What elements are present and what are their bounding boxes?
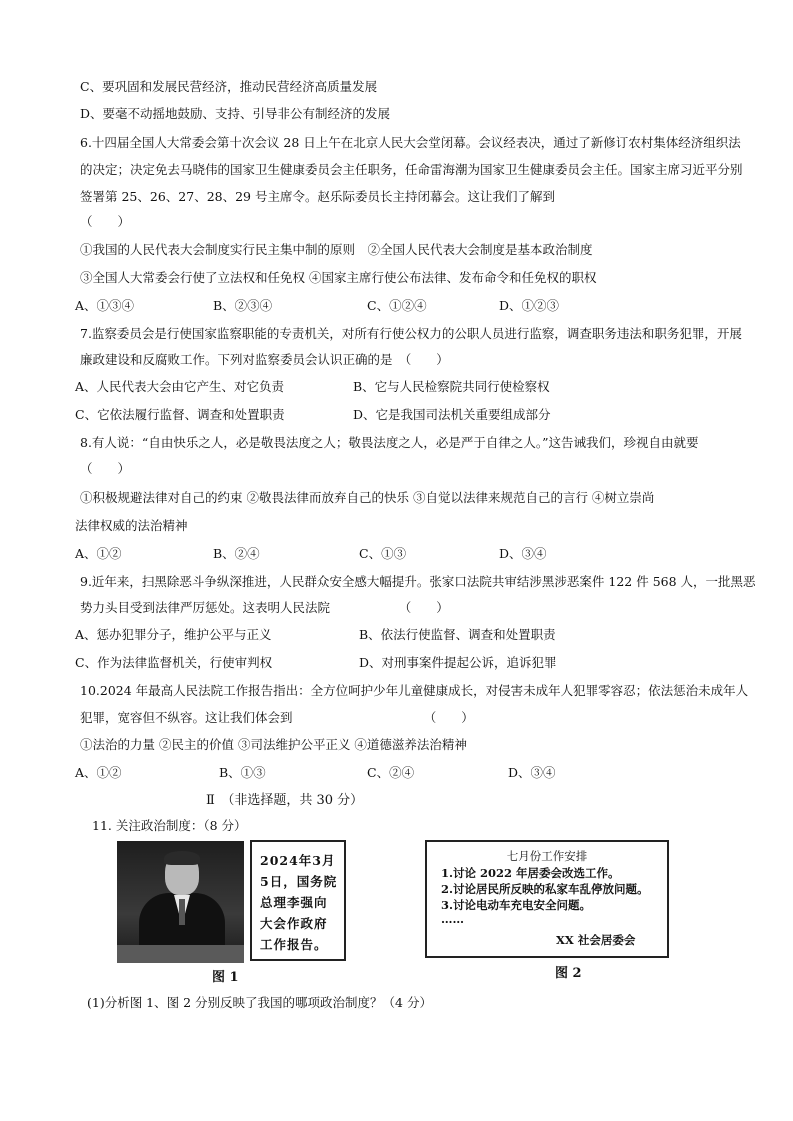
notice-item: 2.讨论居民所反映的私家车乱停放问题。 [441,882,649,896]
choice-a: A、①② [75,546,122,561]
choice-a: A、人民代表大会由它产生、对它负责 [75,379,285,394]
question-9-stem: 9.近年来，扫黑除恶斗争纵深推进，人民群众安全感大幅提升。张家口法院共审结涉黑涉恶案件 122 件 568 人，一批黑恶 [80,574,756,589]
statement-list: ①法治的力量 ②民主的价值 ③司法维护公平正义 ④道德滋养法治精神 [80,737,467,752]
choice-b: B、①③ [219,765,266,780]
option-d-q5: D、要毫不动摇地鼓励、支持、引导非公有制经济的发展 [80,106,391,121]
notice-item: 1.讨论 2022 年居委会改选工作。 [441,866,620,880]
statement-list: ①我国的人民代表大会制度实行民主集中制的原则 ②全国人民代表大会制度是基本政治制度 [80,242,593,257]
question-10-stem: 犯罪，宽容但不纵容。这让我们体会到 （ ） [80,710,474,725]
choice-c: C、②④ [367,765,415,780]
section-heading: Ⅱ （非选择题，共 30 分） [206,793,364,808]
figure-2-notice [425,840,669,958]
choice-c: C、①②④ [367,298,427,313]
question-10-stem: 10.2024 年最高人民法院工作报告指出：全方位呵护少年儿童健康成长，对侵害未成年人犯罪零容忍；依法惩治未成年人 [80,683,749,698]
figure-1-photo [117,841,244,963]
choice-a: A、惩办犯罪分子，维护公平与正义 [75,627,272,642]
question-7-stem: 7.监察委员会是行使国家监察职能的专责机关，对所有行使公权力的公职人员进行监察，调查职务违法和职务犯罪，开展 [80,326,742,341]
answer-blank: （ ） [80,461,131,476]
choice-b: B、依法行使监督、调查和处置职责 [359,627,556,642]
notice-organization: XX 社会居委会 [556,933,636,947]
figure-1-caption: 图 1 [212,970,239,985]
question-9-stem: 势力头目受到法律严厉惩处。这表明人民法院 （ ） [80,600,449,615]
choice-d: D、它是我国司法机关重要组成部分 [353,407,551,422]
choice-b: B、②③④ [213,298,273,313]
choice-d: D、①②③ [499,298,560,313]
choice-d: D、③④ [499,546,547,561]
question-8-stem: 8.有人说：“自由快乐之人，必是敬畏法度之人；敬畏法度之人，必是严于自律之人。”这告诫我们，珍视自由就要 [80,435,699,450]
choice-a: A、①③④ [75,298,135,313]
choice-d: D、③④ [508,765,556,780]
statement-list: ③全国人大常委会行使了立法权和任免权 ④国家主席行使公布法律、发布命令和任免权的职权 [80,270,597,285]
notice-item: …… [441,912,464,926]
question-11-sub-1: (1)分析图 1、图 2 分别反映了我国的哪项政治制度？（4 分） [87,995,432,1010]
question-7-stem: 廉政建设和反腐败工作。下列对监察委员会认识正确的是 （ ） [80,352,449,367]
choice-a: A、①② [75,765,122,780]
statement-list: 法律权威的法治精神 [75,518,188,533]
answer-blank: （ ） [80,214,131,229]
choice-d: D、对刑事案件提起公诉，追诉犯罪 [359,655,557,670]
question-11-stem: 11. 关注政治制度：（8 分） [92,818,247,833]
choice-c: C、作为法律监督机关，行使审判权 [75,655,273,670]
question-6-stem: 6.十四届全国人大常委会第十次会议 28 日上午在北京人民大会堂闭幕。会议经表决，通过了新修订农村集体经济组织法 [80,135,741,150]
figure-1-text: 2024年3月5日，国务院总理李强向大会作政府工作报告。 [260,853,338,952]
question-6-stem: 签署第 25、26、27、28、29 号主席令。赵乐际委员长主持闭幕会。这让我们了解到 [80,189,555,204]
notice-title: 七月份工作安排 [506,849,588,863]
option-c-q5: C、要巩固和发展民营经济，推动民营经济高质量发展 [80,79,378,94]
choice-b: B、它与人民检察院共同行使检察权 [353,379,550,394]
notice-item: 3.讨论电动车充电安全问题。 [441,898,592,912]
choice-c: C、①③ [359,546,407,561]
choice-b: B、②④ [213,546,260,561]
question-6-stem: 的决定；决定免去马晓伟的国家卫生健康委员会主任职务，任命雷海潮为国家卫生健康委员会主任。国家主席习近平分别 [80,162,743,177]
choice-c: C、它依法履行监督、调查和处置职责 [75,407,285,422]
statement-list: ①积极规避法律对自己的约束 ②敬畏法律而放弃自己的快乐 ③自觉以法律来规范自己的言行 ④树立崇尚 [80,490,655,505]
figure-1-textbox [250,840,346,961]
figure-2-caption: 图 2 [555,966,582,981]
